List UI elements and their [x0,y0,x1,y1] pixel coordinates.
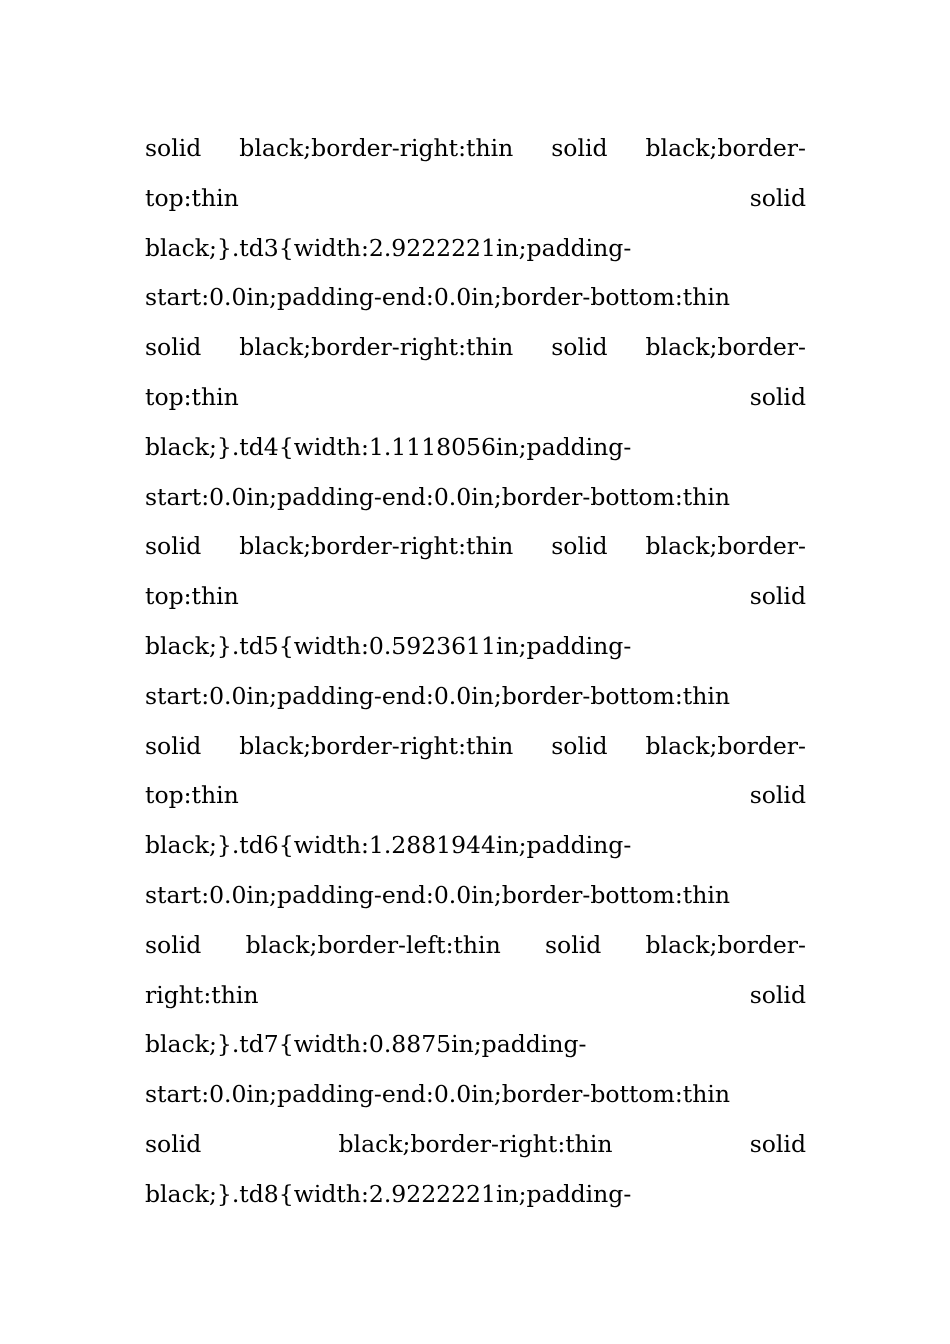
text-word: black;border-right:thin [239,134,514,162]
text-word: solid [145,1129,202,1158]
text-word: black;border- [645,731,806,760]
text-word: black;}.td8{width:2.9222221in;padding- [145,1179,632,1208]
text-word: black;border-right:thin [239,333,514,362]
text-word: solid [749,382,806,411]
text-line [145,722,806,772]
text-line [145,1070,806,1120]
document-page [145,124,806,1220]
text-line [145,323,806,373]
text-word: black;border- [645,532,806,561]
text-word: solid [749,781,806,810]
text-word: solid [551,532,608,561]
text-word: black;border-right:thin [338,1129,613,1158]
text-line [145,871,806,921]
text-line [145,174,806,224]
text-line [145,522,806,572]
text-word: solid [551,333,608,362]
text-word: black;border-right:thin [239,731,514,760]
text-line [145,273,806,323]
text-word: solid [749,183,806,212]
text-word: black;}.td7{width:0.8875in;padding- [145,1030,587,1059]
text-word: start:0.0in;padding-end:0.0in;border-bottom:thin [145,283,730,312]
text-line [145,622,806,672]
text-word: solid [551,134,608,162]
text-line [145,572,806,622]
text-word: start:0.0in;padding-end:0.0in;border-bottom:thin [145,1080,730,1109]
text-line [145,771,806,821]
text-word: solid [145,930,202,959]
text-word: solid [145,532,202,561]
text-line [145,921,806,971]
text-line [145,971,806,1021]
text-word: black;border- [645,333,806,362]
text-line [145,224,806,274]
text-word: start:0.0in;padding-end:0.0in;border-bottom:thin [145,482,730,511]
text-word: top:thin [145,582,239,611]
text-word: solid [544,930,602,959]
text-word: solid [749,582,806,611]
text-word: solid [145,134,202,162]
text-word: black;border- [645,930,806,959]
text-line [145,373,806,423]
text-line [145,124,806,174]
text-word: start:0.0in;padding-end:0.0in;border-bottom:thin [145,880,730,909]
text-line [145,1170,806,1220]
text-word: top:thin [145,382,239,411]
text-line [145,473,806,523]
text-line [145,672,806,722]
text-word: black;}.td3{width:2.9222221in;padding- [145,233,632,262]
text-word: black;border- [645,134,806,162]
text-word: black;border-right:thin [239,532,514,561]
text-word: top:thin [145,183,239,212]
text-word: solid [551,731,608,760]
text-line [145,1120,806,1170]
text-word: black;}.td6{width:1.2881944in;padding- [145,831,632,860]
text-word: solid [749,1129,806,1158]
text-word: black;}.td5{width:0.5923611in;padding- [145,631,632,660]
text-line [145,1020,806,1070]
text-word: solid [145,731,202,760]
text-word: solid [145,333,202,362]
text-word: start:0.0in;padding-end:0.0in;border-bottom:thin [145,681,730,710]
text-line [145,821,806,871]
text-word: black;}.td4{width:1.1118056in;padding- [145,432,632,461]
text-line [145,423,806,473]
text-word: black;border-left:thin [245,930,501,959]
text-word: top:thin [145,781,239,810]
text-word: right:thin [145,980,259,1009]
text-word: solid [749,980,806,1009]
